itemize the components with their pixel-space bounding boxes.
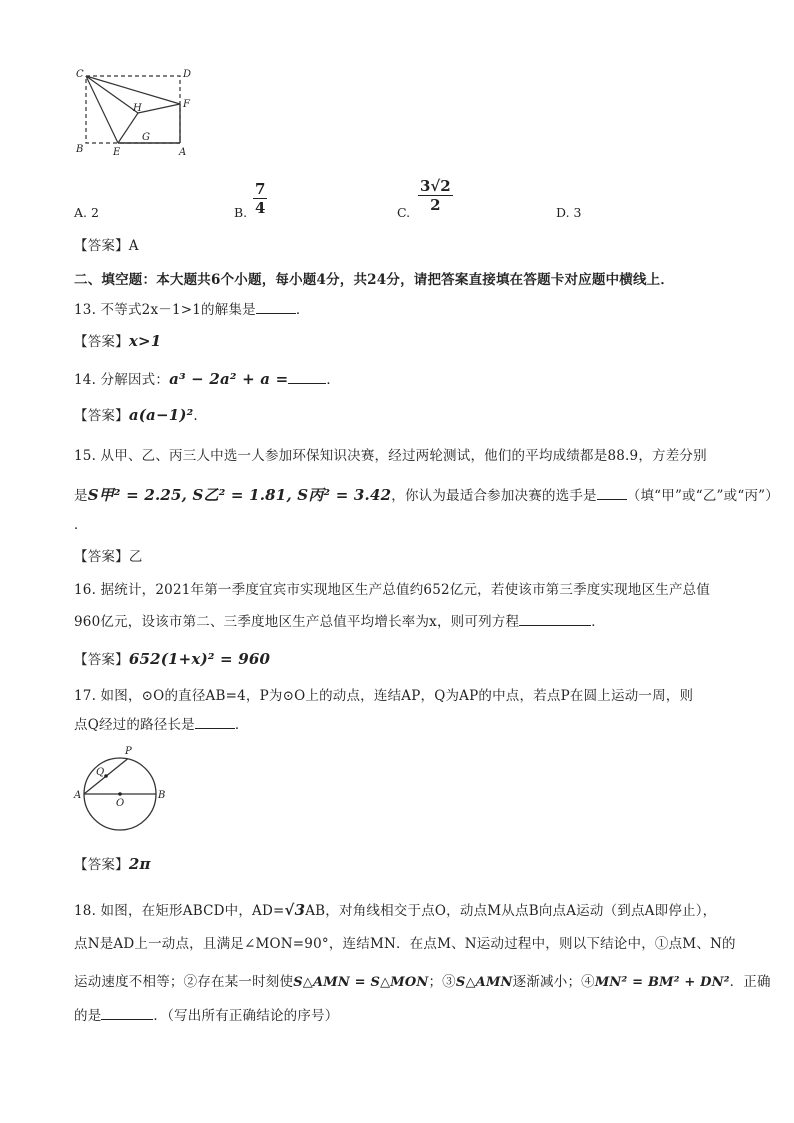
- q18-sqrt: √3: [284, 901, 306, 919]
- q14-answer-row: [74, 404, 198, 424]
- figure-q12-rectangle: [70, 66, 200, 160]
- q13-answer-label: 【答案】: [74, 334, 129, 350]
- q17-line1: 17. 如图，⊙O的直径AB=4，P为⊙O上的动点，连结AP，Q为AP的中点，若点P在圆上运动一周，则: [74, 688, 694, 704]
- q18-eq1: S△AMN = S△MON: [293, 975, 429, 990]
- q16-answer: 652(1+x)² = 960: [128, 650, 271, 668]
- q18-eq2: S△AMN: [455, 975, 513, 990]
- option-b-denominator: 4: [255, 199, 266, 217]
- q18-line3a: 运动速度不相等；②存在某一时刻使: [74, 974, 294, 990]
- line-CF: [86, 76, 180, 104]
- q18-line3b: ；③: [428, 974, 456, 990]
- q12-answer: 【答案】A: [74, 238, 139, 254]
- option-c-fraction: [418, 177, 453, 214]
- q15-answer-label: 【答案】: [74, 549, 129, 565]
- q14-blank: [288, 371, 326, 384]
- q18-line4: [74, 1004, 338, 1024]
- q14-answer: a(a−1)²: [128, 406, 194, 424]
- q17-answer-label: 【答案】: [74, 857, 129, 873]
- label-H: H: [133, 103, 142, 114]
- q16-tail: ．: [591, 614, 605, 630]
- q13-text: 13. 不等式2x－1>1的解集是: [74, 302, 256, 318]
- q17-blank: [195, 716, 235, 729]
- q16-line2: [74, 610, 605, 630]
- q15-suffix: ，你认为最适合参加决赛的选手是: [391, 488, 597, 504]
- label-B: B: [158, 790, 166, 801]
- label-P: P: [125, 746, 132, 757]
- option-c-denominator: 2: [418, 195, 453, 214]
- q14-text: 14. 分解因式：: [74, 372, 170, 388]
- q15-line3: ．: [74, 517, 88, 533]
- label-A: A: [74, 790, 82, 801]
- option-b-label: B.: [234, 205, 248, 220]
- label-C: C: [76, 69, 84, 80]
- label-D: D: [183, 69, 192, 80]
- q15-formula: S甲² = 2.25, S乙² = 1.81, S丙² = 3.42: [87, 486, 392, 504]
- line-HF: [138, 104, 180, 113]
- line-CE: [86, 76, 118, 143]
- q18-line1b: AB，对角线相交于点O，动点M从点B向点A运动（到点A即停止），: [305, 903, 717, 919]
- line-EH: [118, 113, 138, 143]
- point-Q: [104, 774, 108, 778]
- q18-blank: [101, 1007, 153, 1020]
- q15-suffix2: （填“甲”或“乙”或“丙”）: [626, 488, 779, 504]
- figure-q17-circle: [70, 742, 170, 836]
- q18-line3: [74, 970, 771, 990]
- q15-line1: 15. 从甲、乙、丙三人中选一人参加环保知识决赛，经过两轮测试，他们的平均成绩都是88.9，方差分别: [74, 448, 707, 464]
- q14-expression: a³ − 2a² + a =: [169, 370, 289, 388]
- label-O: O: [116, 798, 125, 809]
- q16-line2-text: 960亿元，设该市第二、三季度地区生产总值平均增长率为x，则可列方程: [74, 614, 520, 630]
- q18-line4b: ．（写出所有正确结论的序号）: [153, 1008, 339, 1024]
- q13-answer-row: [74, 330, 161, 350]
- q15-line2: [74, 484, 779, 505]
- q14-tail: ．: [326, 372, 341, 388]
- q13-question: [74, 298, 310, 318]
- q17-answer: 2π: [128, 855, 151, 873]
- q15-prefix: 是: [74, 488, 88, 504]
- point-O: [118, 792, 122, 796]
- label-F: F: [183, 99, 190, 110]
- line-CH: [86, 76, 138, 113]
- q16-line1: 16. 据统计，2021年第一季度宜宾市实现地区生产总值约652亿元，若使该市第三季度实现地区生产总值: [74, 582, 711, 598]
- q14-answer-tail: .: [193, 408, 198, 424]
- q18-line1: [74, 899, 716, 919]
- q18-eq3: MN² = BM² + DN²: [594, 975, 730, 990]
- q17-tail: ．: [234, 717, 249, 733]
- option-c-numerator: 3√2: [420, 177, 451, 195]
- q14-answer-label: 【答案】: [74, 408, 129, 424]
- q18-line1a: 18. 如图，在矩形ABCD中，AD=: [74, 903, 285, 919]
- q16-blank: [519, 613, 591, 626]
- label-B: B: [76, 144, 84, 155]
- option-d: D. 3: [556, 205, 582, 220]
- option-b-numerator: 7: [255, 180, 266, 198]
- q17-answer-row: [74, 853, 151, 873]
- q17-line2: [74, 713, 249, 733]
- q15-answer: 乙: [128, 549, 143, 565]
- q18-line2: 点N是AD上一动点，且满足∠MON=90°，连结MN．在点M、N运动过程中，则以下结论中，①点M、N的: [74, 936, 736, 952]
- label-Q: Q: [96, 767, 105, 778]
- option-a: A. 2: [74, 205, 99, 220]
- q18-line3c: 逐渐减小；④: [512, 974, 595, 990]
- label-A: A: [179, 147, 187, 158]
- q13-answer: x>1: [128, 332, 162, 350]
- option-b-fraction: [253, 180, 267, 217]
- label-G: G: [142, 132, 150, 143]
- option-c-label: C.: [397, 205, 411, 220]
- section2-heading: 二、填空题：本大题共6个小题，每小题4分，共24分，请把答案直接填在答题卡对应题中横线上．: [74, 272, 675, 288]
- q16-answer-row: [74, 648, 270, 668]
- q13-blank: [256, 301, 296, 314]
- q15-blank: [597, 487, 627, 500]
- label-E: E: [113, 147, 121, 158]
- q18-line4a: 的是: [74, 1008, 102, 1024]
- q13-tail: ．: [295, 302, 310, 318]
- q18-line3d: ．正确: [729, 974, 771, 990]
- q17-line2-text: 点Q经过的路径长是: [74, 717, 195, 733]
- q14-question: [74, 368, 340, 388]
- q16-answer-label: 【答案】: [74, 652, 129, 668]
- q15-answer-row: [74, 545, 143, 565]
